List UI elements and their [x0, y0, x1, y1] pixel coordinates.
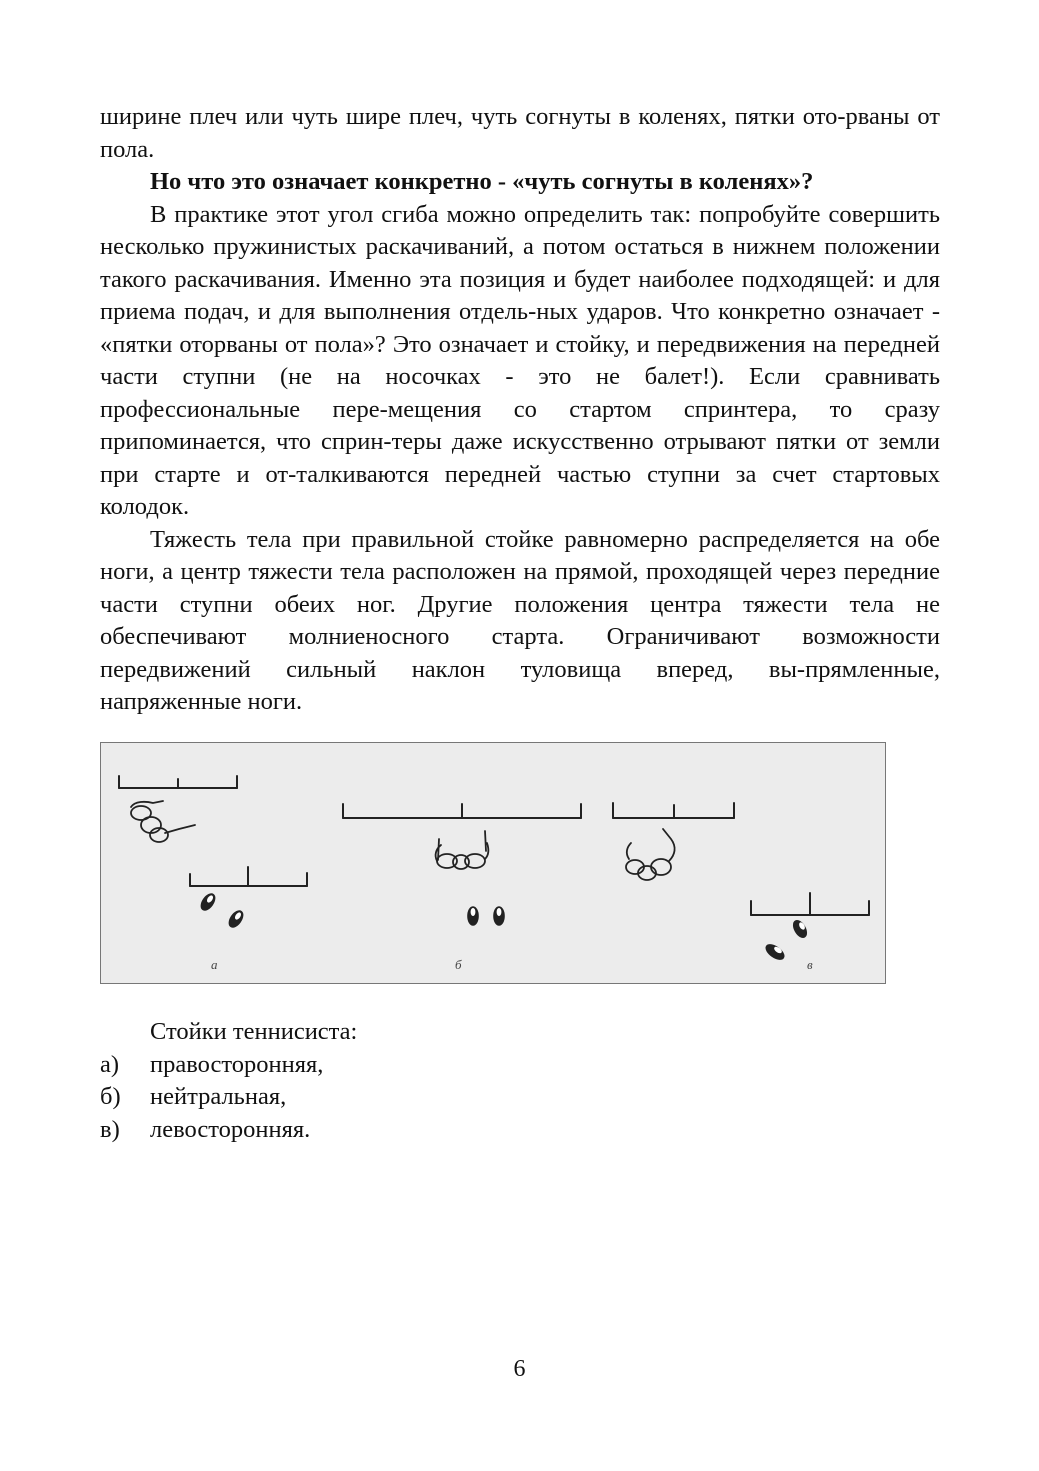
bracket-a-top	[119, 776, 237, 788]
bracket-a-bottom	[190, 867, 307, 886]
caption-item	[100, 1114, 800, 1147]
caption-item	[100, 1049, 800, 1082]
caption-text: левосторонняя.	[150, 1115, 311, 1143]
bracket-b-top	[343, 804, 581, 818]
caption-text: нейтральная,	[150, 1083, 287, 1110]
feet-a-icon	[199, 892, 246, 929]
tennis-stances-figure	[100, 742, 886, 984]
figure-label-v: в	[807, 957, 813, 972]
feet-v-icon	[764, 919, 809, 962]
caption-item	[100, 1081, 800, 1114]
feet-b-icon	[468, 907, 504, 925]
player-b-icon	[436, 831, 489, 869]
paragraph-practice: В практике этот угол сгиба можно определить так: попробуйте совершить несколько пружинистых раскачиваний, а потом остаться в нижнем положении такого раскачивания. Именно эта позиция и будет наиболее подходящей: и для приема подач, и для выполнения отдель-ных ударов. Что конкретно означает - «пятки оторваны от пола»? Это означает и стойку, и передвижения на передней части ступни (не на носочках - это не балет!). Если сравнивать профессиональные пере-мещения со стартом спринтера, то сразу припоминается, что сприн-теры даже искусственно отрывают пятки от земли при старте и от-талкиваются передней частью ступни за счет стартовых колодок.	[100, 200, 940, 520]
figure-label-b: б	[455, 957, 462, 972]
caption-marker: а)	[100, 1050, 120, 1078]
caption-marker: в)	[100, 1115, 120, 1143]
caption-marker: б)	[100, 1083, 121, 1110]
caption-text: правосторонняя,	[150, 1050, 324, 1078]
figure-label-a: а	[211, 957, 218, 972]
page-number: 6	[513, 1356, 526, 1382]
paragraph-weight: Тяжесть тела при правильной стойке равномерно распределяется на обе ноги, а центр тяжести тела расположен на прямой, проходящей через передние части ступни обеих ног. Другие положения центра тяжести тела не обеспечивают молниеносного старта. Ограничивают возможности передвижений сильный наклон туловища вперед, вы-прямленные, напряженные ноги.	[100, 525, 940, 715]
bracket-v-bottom	[751, 893, 869, 915]
bracket-v-top	[613, 803, 734, 818]
stance-diagrams	[101, 743, 886, 984]
player-a-icon	[131, 801, 195, 842]
player-v-icon	[626, 829, 675, 880]
caption-title: Стойки теннисиста:	[150, 1018, 358, 1045]
question-heading: Но что это означает конкретно - «чуть согнуты в коленях»?	[150, 168, 814, 195]
figure-caption	[100, 1016, 800, 1146]
body-text	[100, 101, 940, 719]
paragraph-continuation: ширине плеч или чуть шире плеч, чуть согнуты в коленях, пятки ото-рваны от пола.	[100, 103, 940, 163]
